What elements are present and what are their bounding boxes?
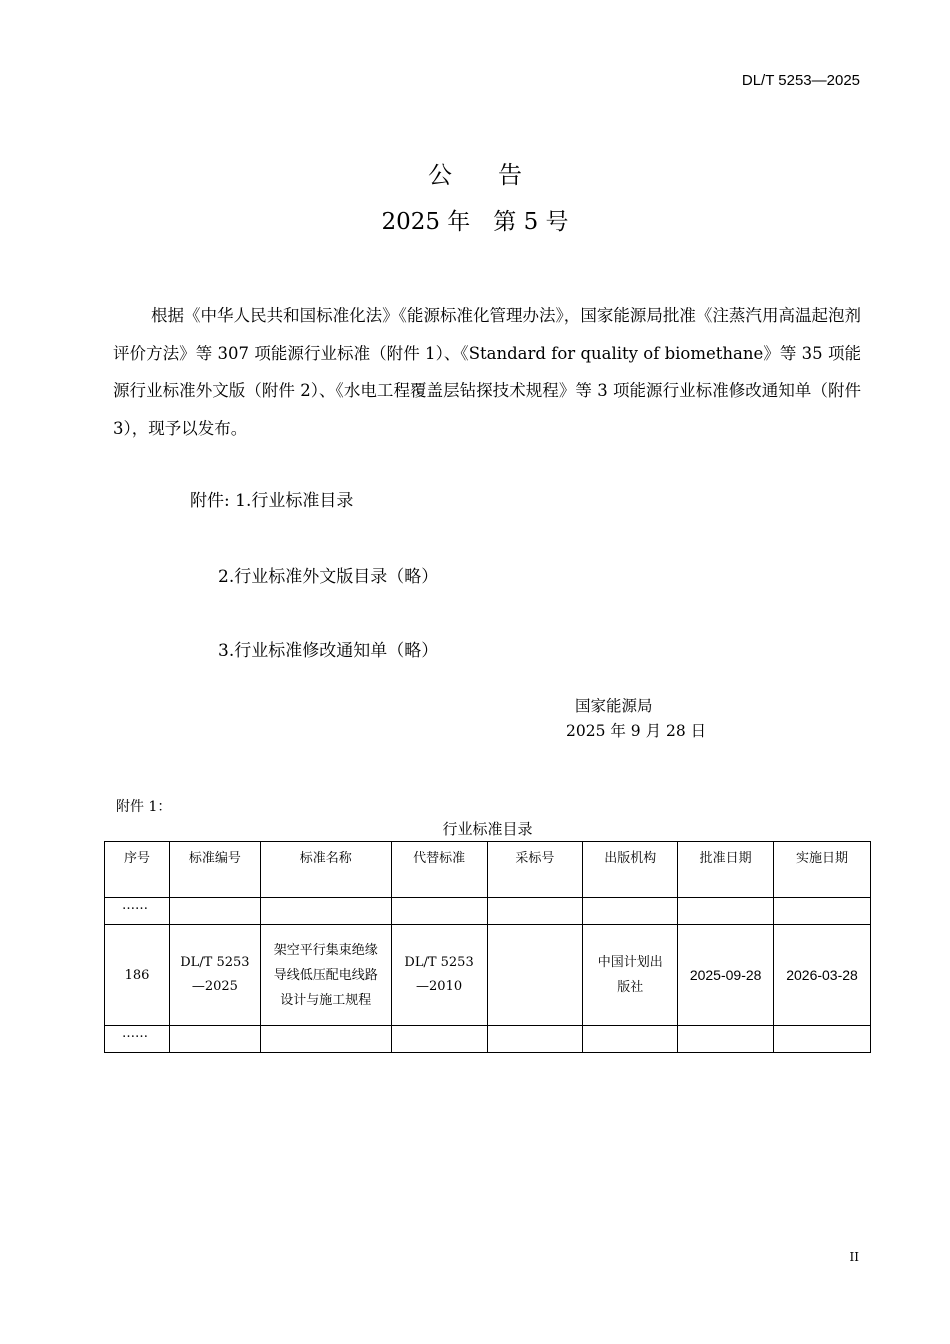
col-header-publisher: 出版机构 (583, 842, 678, 898)
row-index: 186 (105, 925, 170, 1026)
row-publisher: 中国计划出版社 (583, 925, 678, 1026)
notice-number: 2025 年 第 5 号 (381, 209, 569, 235)
ellipsis-cell: …… (105, 1026, 170, 1053)
table-row (105, 925, 871, 1026)
issuer: 国家能源局 (575, 698, 653, 715)
col-header-effective-date: 实施日期 (774, 842, 871, 898)
col-header-replaces: 代替标准 (391, 842, 487, 898)
standards-table (104, 841, 871, 1053)
row-replaces (391, 925, 487, 1026)
table-header-row (105, 842, 871, 898)
col-header-approval-date: 批准日期 (678, 842, 774, 898)
col-header-index: 序号 (105, 842, 170, 898)
document-code: DL/T 5253—2025 (741, 72, 860, 89)
attachment-2: 2.行业标准外文版目录（略） (218, 567, 439, 587)
col-header-name: 标准名称 (260, 842, 391, 898)
notice-body: 根据《中华人民共和国标准化法》《能源标准化管理办法》，国家能源局批准《注蒸汽用高温起泡剂评价方法》等 307 项能源行业标准（附件 1）、《Standard for quality of biomethane》等 35 项能源行业标准外文版（附件 2）、《水电工程覆盖层钻探技术规程》等 3 项能源行业标准修改通知单（附件 3），现予以发布。 (113, 306, 861, 438)
row-adopted (487, 925, 583, 1026)
row-code (169, 925, 260, 1026)
issue-date: 2025 年 9 月 28 日 (566, 722, 707, 740)
annex-label: 附件 1： (116, 799, 172, 815)
attachment-3: 3.行业标准修改通知单（略） (218, 641, 439, 661)
attachment-1: 附件: 1.行业标准目录 (190, 491, 354, 511)
row-replaces-line1: DL/T 5253 (404, 955, 474, 970)
row-code-line2: —2025 (191, 979, 238, 994)
table-title: 行业标准目录 (442, 820, 533, 838)
table-row (105, 898, 871, 925)
row-approval-date: 2025-09-28 (678, 925, 774, 1026)
page-number: II (849, 1250, 859, 1264)
row-name: 架空平行集束绝缘导线低压配电线路设计与施工规程 (260, 925, 391, 1026)
ellipsis-cell: …… (105, 898, 170, 925)
col-header-code: 标准编号 (169, 842, 260, 898)
notice-title: 公告 (428, 161, 568, 189)
row-effective-date: 2026-03-28 (774, 925, 871, 1026)
row-replaces-line2: —2010 (416, 979, 463, 994)
table-row (105, 1026, 871, 1053)
row-code-line1: DL/T 5253 (180, 955, 250, 970)
col-header-adopted: 采标号 (487, 842, 583, 898)
